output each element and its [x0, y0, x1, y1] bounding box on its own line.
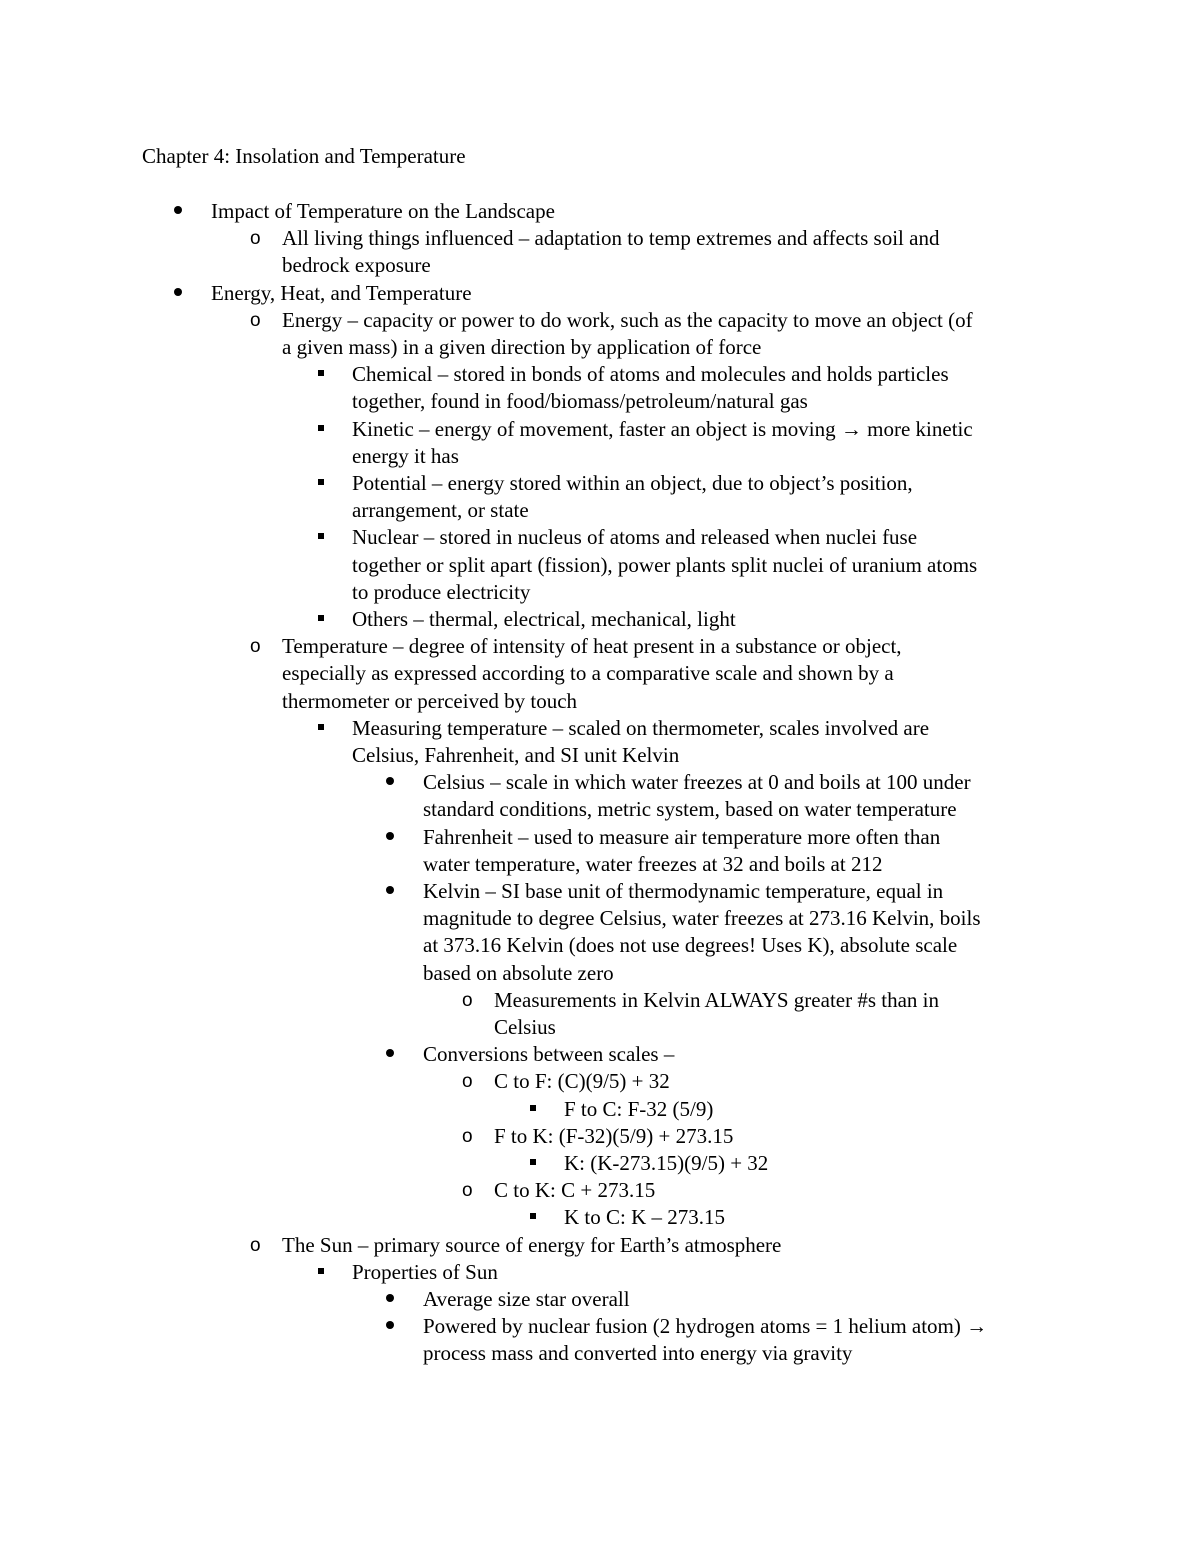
outline-item-text: Temperature – degree of intensity of heat present in a substance or object, — [282, 634, 902, 659]
outline-item-text: Nuclear – stored in nucleus of atoms and released when nuclei fuse — [352, 525, 918, 550]
outline-item-text: a given mass) in a given direction by application of force — [282, 335, 762, 359]
bullet-circle-icon: o — [462, 1180, 473, 1202]
bullet-square-icon — [318, 361, 324, 388]
outline-item-text: together or split apart (fission), power plants split nuclei of uranium atoms — [352, 552, 978, 577]
outline-item-level-6 — [564, 1096, 1064, 1123]
bullet-dot-icon — [386, 1041, 394, 1068]
outline-item-level-4 — [423, 769, 1073, 823]
outline-item-text: Properties of Sun — [352, 1259, 498, 1284]
outline-item-text: at 373.16 Kelvin (does not use degrees! Uses K), absolute scale — [423, 933, 958, 958]
outline-item-text: Celsius, Fahrenheit, and SI unit Kelvin — [352, 743, 680, 767]
bullet-square-icon — [530, 1096, 536, 1123]
outline-item-text: Energy, Heat, and Temperature — [211, 280, 472, 305]
outline-item-text: Others – thermal, electrical, mechanical, light — [352, 607, 736, 631]
outline-item-text: The Sun – primary source of energy for Earth’s atmosphere — [282, 1232, 782, 1257]
bullet-square-icon — [318, 715, 324, 742]
outline-item-level-4 — [423, 824, 1073, 878]
outline-item-text: based on absolute zero — [423, 960, 614, 985]
bullet-square-icon — [530, 1150, 536, 1177]
outline-item-text: together, found in food/biomass/petroleum/natural gas — [352, 389, 808, 414]
outline-item-text: Conversions between scales – — [423, 1042, 675, 1067]
bullet-circle-icon: o — [462, 989, 473, 1011]
bullet-square-icon — [318, 470, 324, 497]
outline-item-text: especially as expressed according to a comparative scale and shown by a — [282, 661, 894, 686]
bullet-dot-icon — [386, 1313, 394, 1340]
outline-item-text: Measurements in Kelvin ALWAYS greater #s than in — [494, 987, 939, 1012]
outline-item-level-4 — [423, 878, 1073, 987]
outline-item-level-3 — [352, 361, 1072, 415]
bullet-circle-icon: o — [250, 228, 261, 250]
bullet-square-icon — [318, 1259, 324, 1286]
outline-item-text: Energy – capacity or power to do work, such as the capacity to move an object (of — [282, 307, 973, 332]
outline-item-text: to produce electricity — [352, 579, 531, 604]
outline-item-level-2 — [250, 633, 1072, 715]
outline-item-level-3 — [352, 715, 1072, 769]
outline-item-text: C to K: C + 273.15 — [494, 1178, 656, 1203]
outline-item-text: process mass and converted into energy via gravity — [423, 1341, 853, 1366]
bullet-circle-icon: o — [250, 309, 261, 331]
outline-item-text: All living things influenced – adaptation to temp extremes and affects soil and — [282, 226, 940, 251]
outline-item-text: thermometer or perceived by touch — [282, 688, 578, 713]
outline-item-level-2 — [250, 307, 1072, 361]
outline-item-text: Average size star overall — [423, 1287, 630, 1311]
outline-item-text: K: (K-273.15)(9/5) + 32 — [564, 1151, 769, 1175]
bullet-square-icon — [318, 524, 324, 551]
outline-item-level-5 — [462, 1068, 1054, 1095]
outline-item-level-3 — [352, 606, 1072, 633]
bullet-dot-icon — [386, 878, 394, 905]
bullet-dot-icon — [386, 1286, 394, 1313]
bullet-dot-icon — [386, 824, 394, 851]
outline-item-level-6 — [564, 1204, 1064, 1231]
outline-item-level-3 — [352, 416, 1072, 470]
outline-item-level-2 — [250, 225, 1072, 279]
outline-item-text: water temperature, water freezes at 32 and boils at 212 — [423, 851, 883, 876]
bullet-dot-icon — [174, 198, 182, 225]
outline-item-level-1 — [211, 280, 1091, 307]
outline-item-text: Kelvin – SI base unit of thermodynamic temperature, equal in — [423, 879, 944, 903]
outline-item-text: F to K: (F-32)(5/9) + 273.15 — [494, 1123, 734, 1148]
outline-item-text: Chemical – stored in bonds of atoms and molecules and holds particles — [352, 362, 949, 387]
outline-item-level-5 — [462, 1123, 1054, 1150]
outline-item-level-4 — [423, 1313, 1073, 1367]
outline-item-level-3 — [352, 1259, 1072, 1286]
outline-item-level-1 — [211, 198, 1091, 225]
outline-item-text: Potential – energy stored within an object, due to object’s position, — [352, 471, 913, 495]
outline-item-text: Kinetic – energy of movement, faster an object is moving → more kinetic — [352, 416, 973, 441]
outline-item-text: arrangement, or state — [352, 498, 529, 523]
bullet-square-icon — [318, 606, 324, 633]
outline-item-text: C to F: (C)(9/5) + 32 — [494, 1069, 670, 1094]
outline-item-text: K to C: K – 273.15 — [564, 1205, 726, 1230]
outline-item-text: energy it has — [352, 443, 459, 468]
outline-item-text: magnitude to degree Celsius, water freezes at 273.16 Kelvin, boils — [423, 906, 981, 931]
outline-item-text: Powered by nuclear fusion (2 hydrogen atoms = 1 helium atom) → — [423, 1314, 988, 1339]
outline-item-text: bedrock exposure — [282, 253, 431, 278]
outline-item-level-5 — [462, 1177, 1054, 1204]
bullet-circle-icon: o — [462, 1125, 473, 1147]
bullet-dot-icon — [174, 280, 182, 307]
outline-item-text: Celsius – scale in which water freezes at 0 and boils at 100 under — [423, 770, 971, 795]
outline-item-text: F to C: F-32 (5/9) — [564, 1096, 714, 1121]
outline-item-level-3 — [352, 524, 1072, 606]
bullet-square-icon — [318, 416, 324, 443]
outline-item-text: standard conditions, metric system, based on water temperature — [423, 797, 957, 822]
outline-item-text: Fahrenheit – used to measure air temperature more often than — [423, 824, 941, 849]
outline-item-text: Measuring temperature – scaled on thermometer, scales involved are — [352, 715, 930, 740]
chapter-title: Chapter 4: Insolation and Temperature — [142, 144, 466, 168]
bullet-square-icon — [530, 1204, 536, 1231]
bullet-circle-icon: o — [250, 636, 261, 658]
outline-item-level-3 — [352, 470, 1072, 524]
outline-item-text: Impact of Temperature on the Landscape — [211, 199, 555, 223]
bullet-circle-icon: o — [462, 1071, 473, 1093]
outline-item-level-6 — [564, 1150, 1064, 1177]
outline-item-level-5 — [462, 987, 1054, 1041]
outline-item-level-4 — [423, 1041, 1073, 1068]
outline-item-text: Celsius — [494, 1015, 556, 1039]
bullet-dot-icon — [386, 769, 394, 796]
outline-item-level-4 — [423, 1286, 1073, 1313]
outline-item-level-2 — [250, 1232, 1072, 1259]
bullet-circle-icon: o — [250, 1234, 261, 1256]
